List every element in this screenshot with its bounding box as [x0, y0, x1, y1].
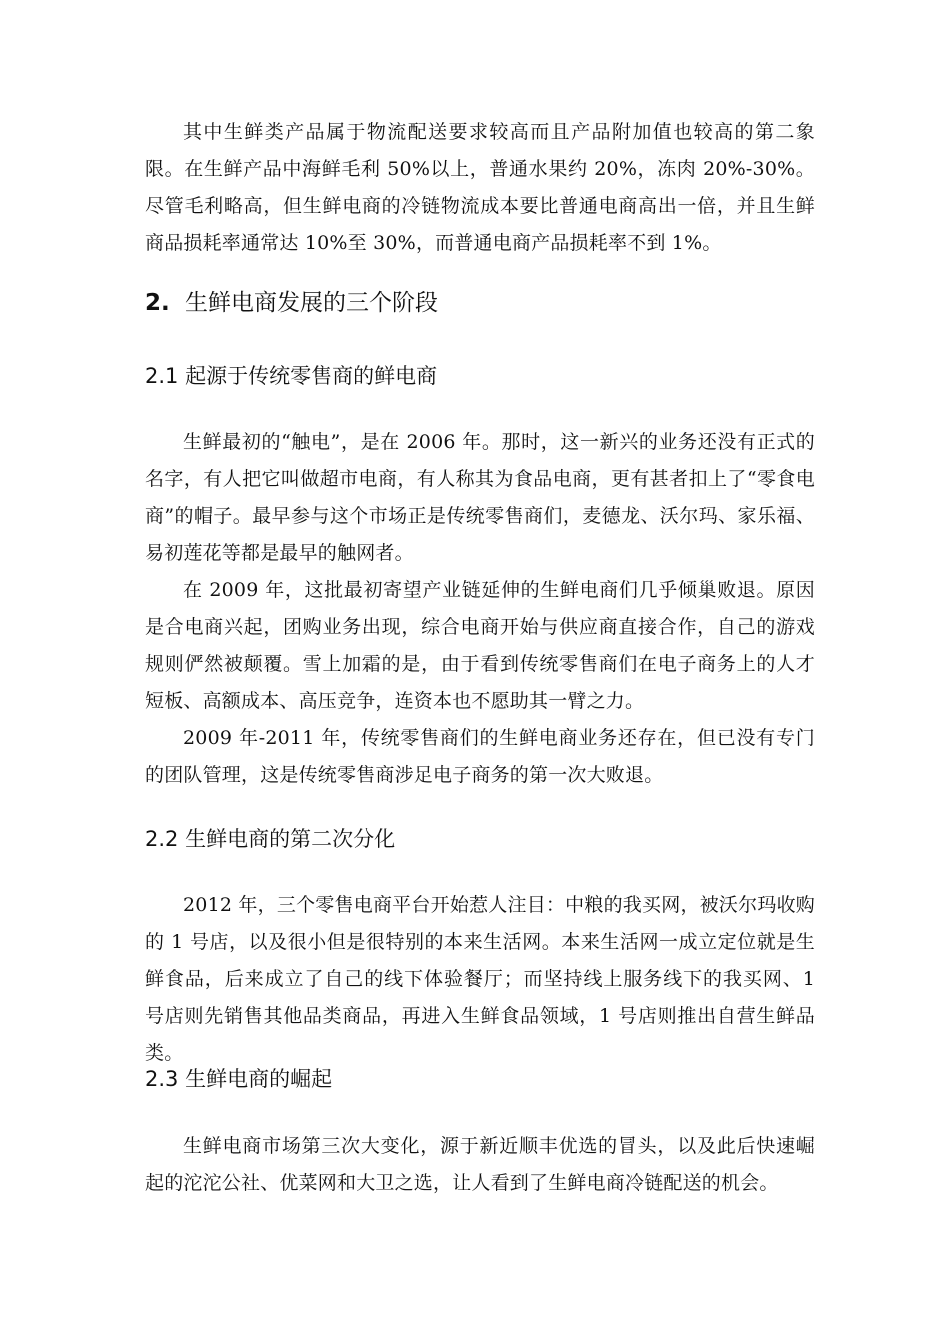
paragraph: 在 2009 年，这批最初寄望产业链延伸的生鲜电商们几乎倾巢败退。原因是合电商兴起，团购业务出现，综合电商开始与供应商直接合作，自己的游戏规则俨然被颠覆。雪上加霜的是，由于看到传统零售商们在电子商务上的人才短板、高额成本、高压竞争，连资本也不愿助其一臂之力。 — [145, 579, 815, 712]
paragraph: 2012 年，三个零售电商平台开始惹人注目：中粮的我买网，被沃尔玛收购的 1 号店，以及很小但是很特别的本来生活网。本来生活网一成立定位就是生鲜食品，后来成立了自己的线下体验餐厅；而坚持线上服务线下的我买网、1 号店则先销售其他品类商品，再进入生鲜食品领域，1 号店则推出自营生鲜品类。 — [145, 894, 815, 1064]
subsection-title: 2.2 生鲜电商的第二次分化 — [145, 827, 396, 851]
subsection-heading-2-3 — [145, 1065, 815, 1093]
section-number: 2. — [145, 290, 170, 316]
subsection-title: 2.1 起源于传统零售商的鲜电商 — [145, 364, 438, 388]
paragraph-block-2-1 — [145, 424, 815, 794]
paragraph-block-2-3 — [145, 1128, 815, 1202]
section-title: 生鲜电商发展的三个阶段 — [185, 290, 438, 316]
subsection-heading-2-1 — [145, 362, 815, 390]
paragraph: 生鲜最初的“触电”，是在 2006 年。那时，这一新兴的业务还没有正式的名字，有人把它叫做超市电商，有人称其为食品电商，更有甚者扣上了“零食电商”的帽子。最早参与这个市场正是传统零售商们，麦德龙、沃尔玛、家乐福、易初莲花等都是最早的触网者。 — [145, 431, 815, 564]
paragraph-block-2-2 — [145, 887, 815, 1072]
paragraph-margin-intro — [145, 114, 815, 262]
subsection-title: 2.3 生鲜电商的崛起 — [145, 1067, 333, 1091]
paragraph: 生鲜电商市场第三次大变化，源于新近顺丰优选的冒头，以及此后快速崛起的沱沱公社、优菜网和大卫之选，让人看到了生鲜电商冷链配送的机会。 — [145, 1135, 815, 1194]
subsection-heading-2-2 — [145, 825, 815, 853]
paragraph: 其中生鲜类产品属于物流配送要求较高而且产品附加值也较高的第二象限。在生鲜产品中海鲜毛利 50%以上，普通水果约 20%，冻肉 20%-30%。尽管毛利略高，但生鲜电商的冷链物流成本要比普通电商高出一倍，并且生鲜商品损耗率通常达 10%至 30%，而普通电商产品损耗率不到 1%。 — [145, 121, 815, 254]
section-heading-2 — [145, 288, 815, 318]
paragraph: 2009 年-2011 年，传统零售商们的生鲜电商业务还存在，但已没有专门的团队管理，这是传统零售商涉足电子商务的第一次大败退。 — [145, 727, 815, 786]
